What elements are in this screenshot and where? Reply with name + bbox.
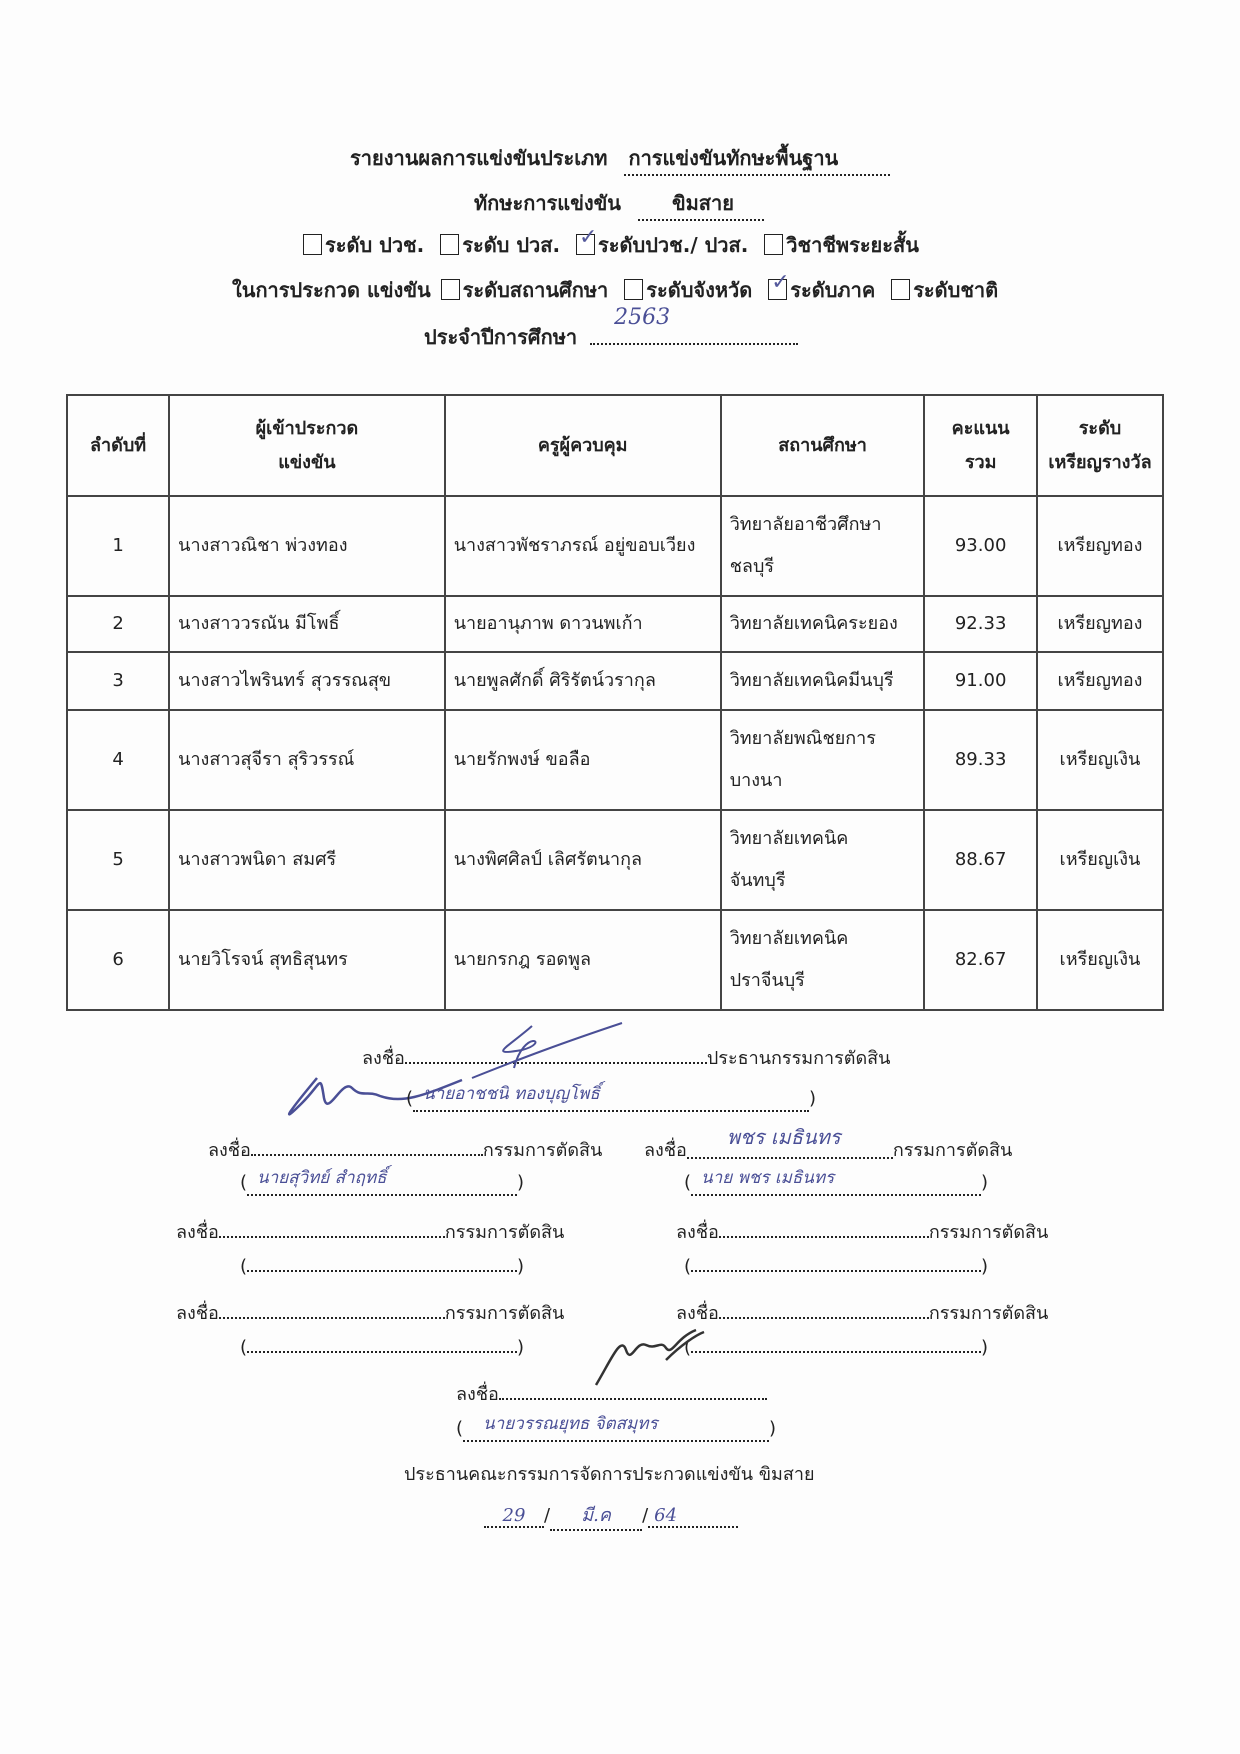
cell-score: 82.67 [924, 910, 1037, 1010]
checkmark-icon: ✓ [771, 270, 790, 295]
president-role: ประธานคณะกรรมการจัดการประกวดแข่งขัน ขิมสาย [404, 1464, 815, 1485]
cell-score: 91.00 [924, 652, 1037, 710]
skill-line [474, 187, 764, 221]
cell-medal: เหรียญเงิน [1037, 910, 1163, 1010]
level-label-3: ระดับปวช./ ปวส. [598, 233, 749, 257]
table-row [67, 710, 1163, 810]
column-header: สถานศึกษา [721, 395, 925, 496]
judge-role: กรรมการตัดสิน [928, 1222, 1049, 1243]
cell-no: 1 [67, 496, 169, 596]
date-month: มี.ค [581, 1505, 611, 1526]
skill-label: ทักษะการแข่งขัน [474, 191, 621, 215]
column-header: ระดับ เหรียญรางวัล [1037, 395, 1163, 496]
judge5-sign-line [176, 1298, 564, 1327]
cell-medal: เหรียญทอง [1037, 496, 1163, 596]
cell-score: 92.33 [924, 596, 1037, 652]
skill-value: ขิมสาย [638, 187, 764, 221]
report-type-value: การแข่งขันทักษะพื้นฐาน [624, 142, 890, 176]
level-checkbox-4[interactable] [764, 234, 783, 255]
contest-checkbox-1[interactable] [441, 279, 460, 300]
level-checkboxes [300, 225, 925, 261]
level-label-1: ระดับ ปวช. [325, 233, 425, 257]
cell-no: 2 [67, 596, 169, 652]
year-field [590, 305, 798, 345]
cell-school: วิทยาลัยเทคนิคมีนบุรี [721, 652, 925, 710]
table-row [67, 596, 1163, 652]
year-line [424, 305, 798, 353]
sign-label: ลงชื่อ [208, 1140, 251, 1161]
judge-role: กรรมการตัดสิน [444, 1303, 565, 1324]
cell-school: วิทยาลัยเทคนิคระยอง [721, 596, 925, 652]
results-table [66, 394, 1164, 1011]
judge1-name: นายสุวิทย์ สำฤทธิ์ [257, 1168, 387, 1188]
judge2-name-line: ( นาย พชร เมธินทร ) [684, 1172, 988, 1196]
judge-role: กรรมการตัดสิน [892, 1140, 1013, 1161]
contest-label-1: ระดับสถานศึกษา [462, 278, 609, 302]
year-value: 2563 [614, 305, 671, 330]
judge1-sign-line [208, 1135, 602, 1164]
sign-label: ลงชื่อ [676, 1303, 719, 1324]
judge-role: กรรมการตัดสิน [444, 1222, 565, 1243]
cell-no: 5 [67, 810, 169, 910]
cell-medal: เหรียญเงิน [1037, 710, 1163, 810]
table-header-row [67, 395, 1163, 496]
cell-school: วิทยาลัยเทคนิค จันทบุรี [721, 810, 925, 910]
contest-checkbox-3[interactable] [768, 270, 790, 300]
level-label-4: วิชาชีพระยะสั้น [786, 233, 919, 257]
chair-role: ประธานกรรมการตัดสิน [706, 1048, 891, 1069]
contest-checkbox-4[interactable] [891, 279, 910, 300]
cell-no: 6 [67, 910, 169, 1010]
cell-school: วิทยาลัยเทคนิค ปราจีนบุรี [721, 910, 925, 1010]
judge3-sign-line [176, 1217, 564, 1246]
judge4-name-line: ( ) [684, 1256, 989, 1277]
cell-name: นายวิโรจน์ สุทธิสุนทร [169, 910, 445, 1010]
judge2-sign-line [644, 1125, 1013, 1164]
chair-name-line: ( นายอาชชนิ ทองบุญโพธิ์ ) [406, 1088, 816, 1112]
contest-prefix: ในการประกวด แข่งขัน [232, 278, 431, 302]
cell-name: นางสาวณิชา พ่วงทอง [169, 496, 445, 596]
cell-medal: เหรียญทอง [1037, 596, 1163, 652]
table-row [67, 910, 1163, 1010]
level-checkbox-3[interactable] [576, 225, 598, 255]
contest-label-3: ระดับภาค [790, 278, 876, 302]
judge4-sign-line [676, 1217, 1048, 1246]
column-header: ผู้เข้าประกวด แข่งขัน [169, 395, 445, 496]
cell-teacher: นายรักพงษ์ ขอลือ [445, 710, 721, 810]
table-row [67, 652, 1163, 710]
cell-score: 89.33 [924, 710, 1037, 810]
sign-label: ลงชื่อ [676, 1222, 719, 1243]
cell-medal: เหรียญทอง [1037, 652, 1163, 710]
cell-name: นางสาววรณัน มีโพธิ์ [169, 596, 445, 652]
level-label-2: ระดับ ปวส. [462, 233, 561, 257]
contest-label-4: ระดับชาติ [913, 278, 999, 302]
president-sign-line [456, 1379, 767, 1408]
cell-score: 88.67 [924, 810, 1037, 910]
table-body [67, 496, 1163, 1010]
column-header: คะแนน รวม [924, 395, 1037, 496]
sign-label: ลงชื่อ [644, 1140, 687, 1161]
year-label: ประจำปีการศึกษา [424, 325, 578, 349]
cell-no: 3 [67, 652, 169, 710]
cell-no: 4 [67, 710, 169, 810]
cell-school: วิทยาลัยอาชีวศึกษา ชลบุรี [721, 496, 925, 596]
judge6-name-line: ( ) [684, 1337, 989, 1358]
level-checkbox-2[interactable] [440, 234, 459, 255]
column-header: ลำดับที่ [67, 395, 169, 496]
checkmark-icon: ✓ [579, 225, 598, 250]
column-header: ครูผู้ควบคุม [445, 395, 721, 496]
cell-teacher: นายกรกฎ รอดพูล [445, 910, 721, 1010]
judge-role: กรรมการตัดสิน [928, 1303, 1049, 1324]
level-checkbox-1[interactable] [303, 234, 322, 255]
report-type-line [350, 142, 890, 176]
chair-name: นายอาชชนิ ทองบุญโพธิ์ [423, 1084, 600, 1104]
cell-teacher: นายพูลศักดิ์ ศิริรัตน์วรากุล [445, 652, 721, 710]
judge5-name-line: ( ) [240, 1337, 525, 1358]
table-row [67, 810, 1163, 910]
cell-school: วิทยาลัยพณิชยการ บางนา [721, 710, 925, 810]
contest-checkboxes [232, 270, 1004, 306]
cell-name: นางสาวไพรินทร์ สุวรรณสุข [169, 652, 445, 710]
president-name: นายวรรณยุทธ จิตสมุทร [483, 1414, 658, 1434]
judge1-name-line: ( นายสุวิทย์ สำฤทธิ์ ) [240, 1172, 524, 1196]
judge2-signature: พชร เมธินทร [726, 1125, 841, 1149]
report-type-label: รายงานผลการแข่งขันประเภท [350, 146, 608, 170]
cell-name: นางสาวสุจีรา สุริวรรณ์ [169, 710, 445, 810]
date-line: 29 / มี.ค / 64 [484, 1500, 738, 1531]
contest-checkbox-2[interactable] [624, 279, 643, 300]
cell-name: นางสาวพนิดา สมศรี [169, 810, 445, 910]
cell-medal: เหรียญเงิน [1037, 810, 1163, 910]
date-day: 29 [502, 1505, 526, 1526]
president-name-line: ( นายวรรณยุทธ จิตสมุทร ) [456, 1418, 776, 1442]
table-row [67, 496, 1163, 596]
sign-label: ลงชื่อ [362, 1048, 405, 1069]
judge-role: กรรมการตัดสิน [482, 1140, 603, 1161]
sign-label: ลงชื่อ [456, 1384, 499, 1405]
cell-teacher: นางพิศศิลป์ เลิศรัตนากุล [445, 810, 721, 910]
cell-teacher: นายอานุภาพ ดาวนพเก้า [445, 596, 721, 652]
sign-label: ลงชื่อ [176, 1222, 219, 1243]
date-year: 64 [654, 1505, 678, 1526]
judge2-name: นาย พชร เมธินทร [701, 1168, 835, 1188]
contest-label-2: ระดับจังหวัด [646, 278, 753, 302]
cell-score: 93.00 [924, 496, 1037, 596]
sign-label: ลงชื่อ [176, 1303, 219, 1324]
judge3-name-line: ( ) [240, 1256, 525, 1277]
cell-teacher: นางสาวพัชราภรณ์ อยู่ขอบเวียง [445, 496, 721, 596]
